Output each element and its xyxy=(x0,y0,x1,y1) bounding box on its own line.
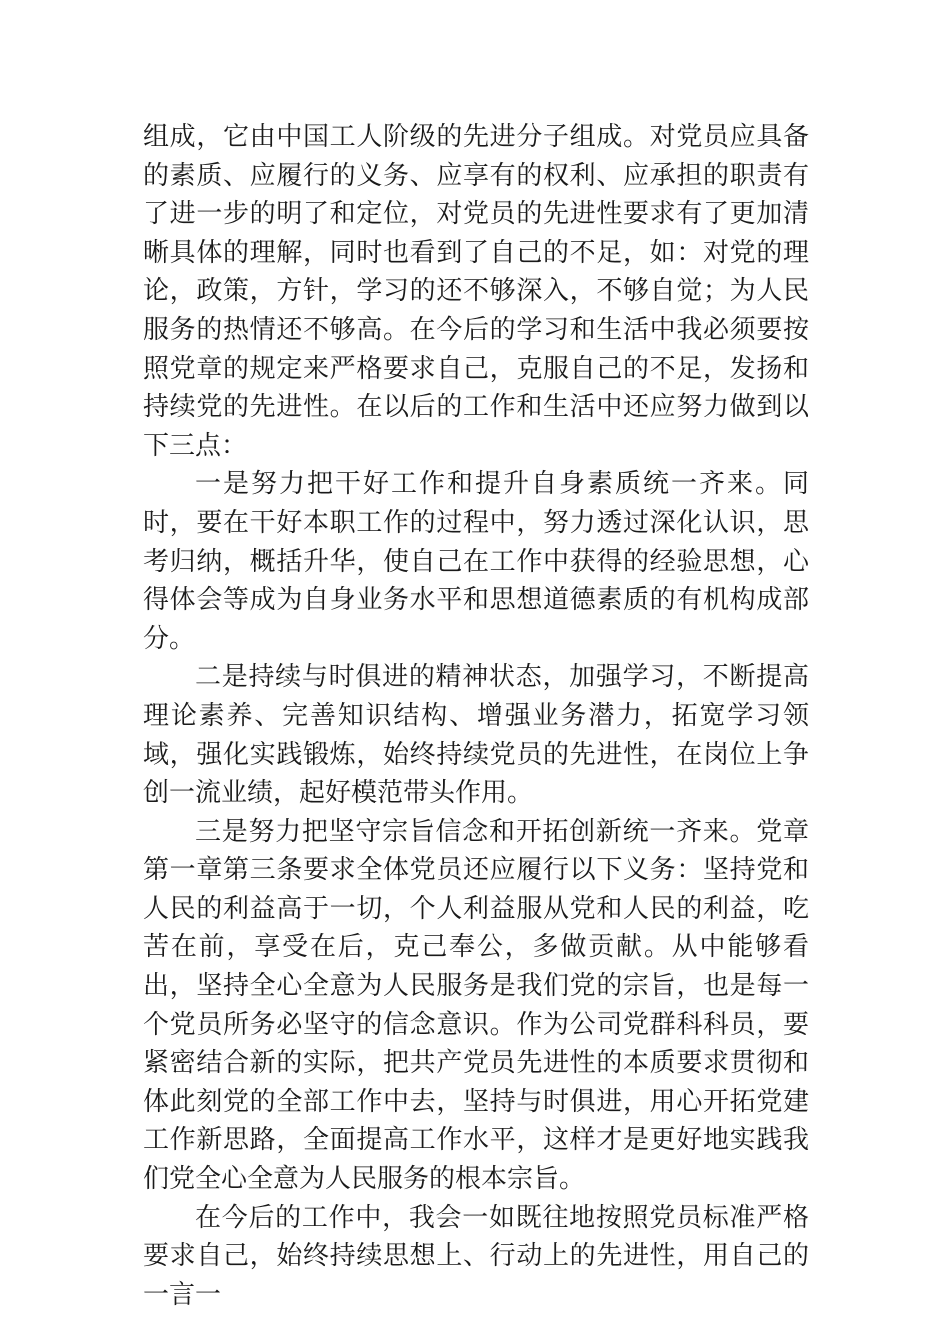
paragraph-point-one: 一是努力把干好工作和提升自身素质统一齐来。同时，要在干好本职工作的过程中，努力透过深化认识，思考归纳，概括升华，使自己在工作中获得的经验思想，心得体会等成为自身业务水平和思想道德素质的有机构成部分。 xyxy=(143,469,809,654)
paragraph-point-three: 三是努力把坚守宗旨信念和开拓创新统一齐来。党章第一章第三条要求全体党员还应履行以下义务：坚持党和人民的利益高于一切，个人利益服从党和人民的利益，吃苦在前，享受在后，克己奉公，多做贡献。从中能够看出，坚持全心全意为人民服务是我们党的宗旨，也是每一个党员所务必坚守的信念意识。作为公司党群科科员，要紧密结合新的实际，把共产党员先进性的本质要求贯彻和体此刻党的全部工作中去，坚持与时俱进，用心开拓党建工作新思路，全面提高工作水平，这样才是更好地实践我们党全心全意为人民服务的根本宗旨。 xyxy=(143,816,809,1195)
paragraph-closing: 在今后的工作中，我会一如既往地按照党员标准严格要求自己，始终持续思想上、行动上的先进性，用自己的一言一 xyxy=(143,1202,809,1310)
document-body xyxy=(143,118,809,1314)
paragraph-point-two: 二是持续与时俱进的精神状态，加强学习，不断提高理论素养、完善知识结构、增强业务潜力，拓宽学习领域，强化实践锻炼，始终持续党员的先进性，在岗位上争创一流业绩，起好模范带头作用。 xyxy=(143,662,809,809)
paragraph-intro: 组成，它由中国工人阶级的先进分子组成。对党员应具备的素质、应履行的义务、应享有的权利、应承担的职责有了进一步的明了和定位，对党员的先进性要求有了更加清晰具体的理解，同时也看到了自己的不足，如：对党的理论，政策，方针，学习的还不够深入，不够自觉；为人民服务的热情还不够高。在今后的学习和生活中我必须要按照党章的规定来严格要求自己，克服自己的不足，发扬和持续党的先进性。在以后的工作和生活中还应努力做到以下三点： xyxy=(143,122,809,461)
